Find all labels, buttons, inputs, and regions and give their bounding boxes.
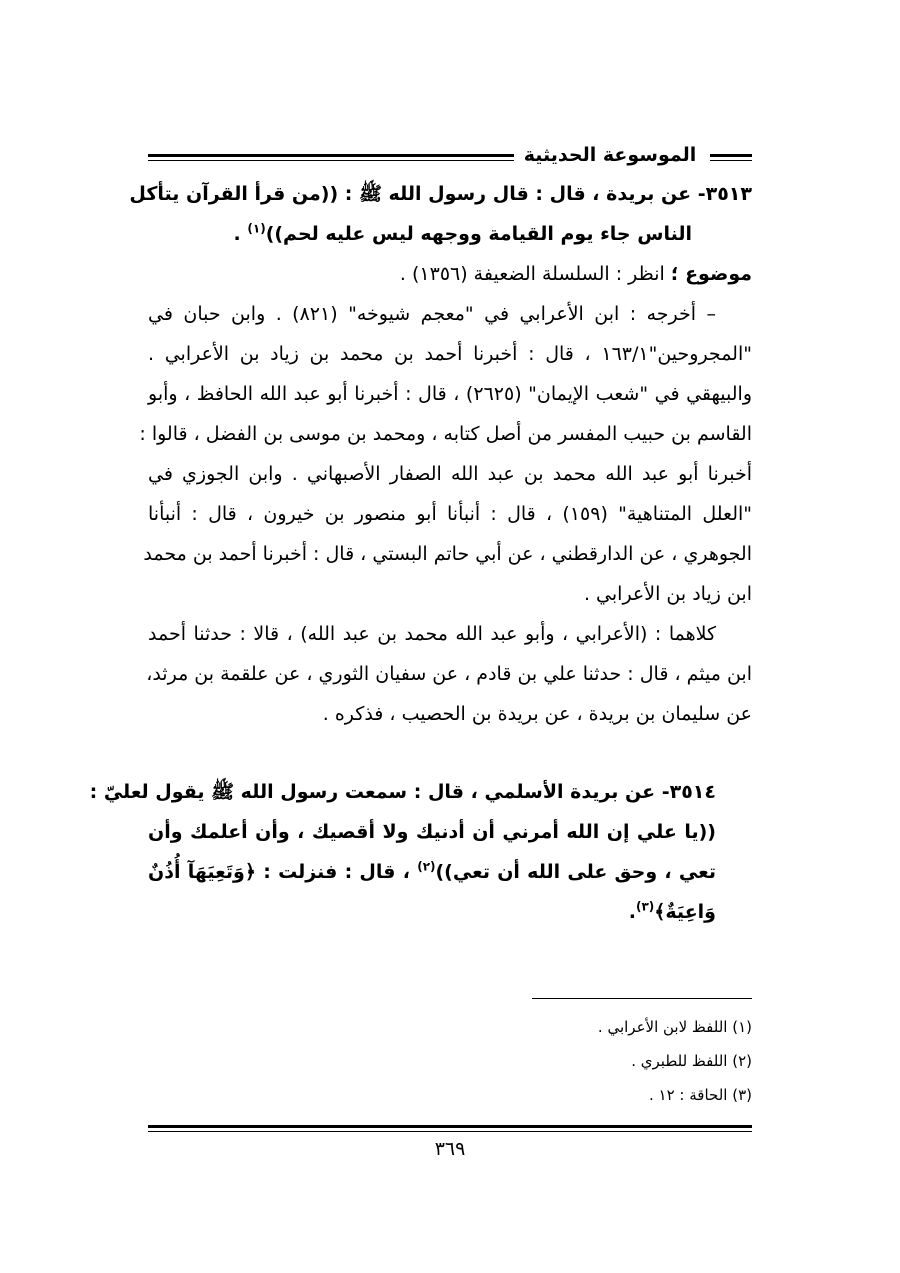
- takhrij-line-11: عن سليمان بن بريدة ، عن بريدة بن الحصيب ، فذكره .: [322, 703, 752, 725]
- takhrij-line-5: أخبرنا أبو عبد الله محمد بن عبد الله الصفار الأصبهاني . وابن الجوزي في: [148, 463, 752, 485]
- takhrij-line-9: كلاهما : (الأعرابي ، وأبو عبد الله محمد بن عبد الله) ، قالا : حدثنا أحمد: [148, 623, 716, 645]
- hadith-3514-line-4: [148, 892, 752, 932]
- footnote-2: (٢) اللفظ للطبري .: [631, 1052, 752, 1070]
- footnote-ref-3: (٣): [635, 899, 655, 914]
- hadith-3514-line-3-mid: ، قال : فنزلت :: [255, 861, 418, 883]
- hadith-3514-line-1: ٣٥١٤- عن بريدة الأسلمي ، قال : سمعت رسول الله ﷺ يقول لعليّ :: [89, 781, 716, 803]
- header-rule-right: [710, 154, 752, 161]
- grade-reference: انظر : السلسلة الضعيفة (١٣٥٦) .: [399, 263, 671, 285]
- hadith-3514-line-3: [148, 852, 752, 892]
- footnote-separator: [532, 998, 752, 999]
- hadith-3514-line-2: ((يا علي إن الله أمرني أن أدنيك ولا أقصيك ، وأن أعلمك وأن: [148, 821, 716, 843]
- quran-quote-end: وَاعِيَةٌ﴾: [654, 901, 716, 923]
- page-number: ٣٦٩: [434, 1138, 466, 1160]
- hadith-3513-line-2-text: الناس جاء يوم القيامة ووجهه ليس عليه لحم)): [265, 223, 692, 245]
- header-title: الموسوعة الحديثية: [523, 144, 697, 166]
- running-header: [148, 140, 752, 170]
- grade-line: [148, 254, 752, 294]
- takhrij-line-1: – أخرجه : ابن الأعرابي في "معجم شيوخه" (٨٢١) . وابن حبان في: [148, 303, 716, 325]
- page-body: [89, 174, 752, 932]
- grade-label: موضوع ؛: [670, 263, 752, 285]
- hadith-3513-line-2-end: .: [233, 223, 248, 245]
- takhrij-line-3: والبيهقي في "شعب الإيمان" (٢٦٢٥) ، قال : أخبرنا أبو عبد الله الحافظ ، وأبو: [148, 383, 752, 405]
- footnote-1: (١) اللفظ لابن الأعرابي .: [597, 1018, 752, 1036]
- footnote-ref-2: (٢): [417, 859, 436, 874]
- hadith-3514-line-3-text: تعي ، وحق على الله أن تعي)): [435, 861, 716, 883]
- header-rule-left: [148, 154, 514, 161]
- takhrij-line-10: ابن ميثم ، قال : حدثنا علي بن قادم ، عن سفيان الثوري ، عن علقمة بن مرثد،: [146, 663, 752, 685]
- takhrij-line-7: الجوهري ، عن الدارقطني ، عن أبي حاتم البستي ، قال : أخبرنا أحمد بن محمد: [143, 543, 752, 565]
- section-gap: [148, 734, 752, 772]
- footnote-ref-1: (١): [247, 221, 266, 236]
- quran-quote-start: ﴿وَتَعِيَهَآ أُذُنٌ: [148, 861, 256, 883]
- hadith-3513-line-1: ٣٥١٣- عن بريدة ، قال : قال رسول الله ﷺ : ((من قرأ القرآن يتأكل: [129, 183, 752, 205]
- takhrij-line-6: "العلل المتناهية" (١٥٩) ، قال : أنبأنا أبو منصور بن خيرون ، قال : أنبأنا: [148, 503, 752, 525]
- takhrij-line-8: ابن زياد بن الأعرابي .: [583, 583, 752, 605]
- hadith-3514-line-4-end: .: [628, 901, 636, 923]
- takhrij-line-2: "المجروحين"١٦٣/١ ، قال : أخبرنا أحمد بن محمد بن زياد بن الأعرابي .: [148, 343, 752, 365]
- footnotes: [148, 1010, 752, 1112]
- footnote-3: (٣) الحاقة : ١٢ .: [648, 1086, 752, 1104]
- takhrij-line-4: القاسم بن حبيب المفسر من أصل كتابه ، ومحمد بن موسى بن الفضل ، قالوا :: [139, 423, 752, 445]
- footer-rule: [148, 1125, 752, 1132]
- hadith-3513-line-2: [148, 214, 752, 254]
